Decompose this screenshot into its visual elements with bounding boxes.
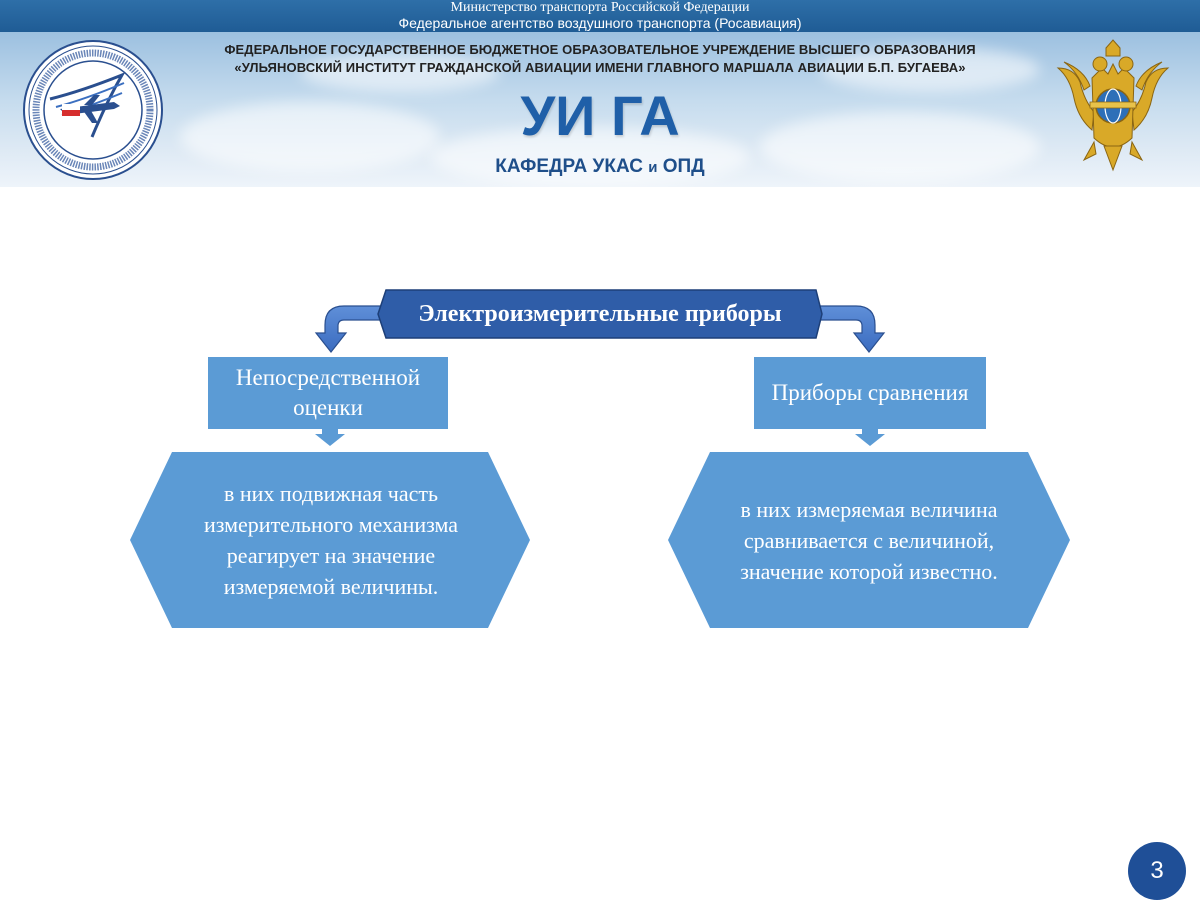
- right-category-label: Приборы сравнения: [771, 380, 969, 405]
- left-category-label: Непосредственной оценки: [235, 365, 421, 420]
- department-name-part: ОПД: [657, 156, 705, 177]
- organization-line-1: ФЕДЕРАЛЬНОЕ ГОСУДАРСТВЕННОЕ БЮДЖЕТНОЕ ОБРАЗОВАТЕЛЬНОЕ УЧРЕЖДЕНИЕ ВЫСШЕГО ОБРАЗОВАНИЯ: [224, 42, 976, 57]
- ministry-line: Министерство транспорта Российской Федерации: [450, 0, 750, 15]
- organization-line-2: «УЛЬЯНОВСКИЙ ИНСТИТУТ ГРАЖДАНСКОЙ АВИАЦИИ ИМЕНИ ГЛАВНОГО МАРШАЛА АВИАЦИИ Б.П. БУГАЕВА»: [234, 60, 966, 75]
- diagram-title: Электроизмерительные приборы: [418, 300, 782, 327]
- left-description: в них подвижная часть измерительного механизма реагирует на значение измеряемой величины.: [203, 481, 459, 599]
- right-description: в них измеряемая величина сравнивается с величиной, значение которой известно.: [740, 496, 998, 584]
- left-down-arrow: [315, 429, 345, 446]
- page-number-badge: 3: [1128, 842, 1186, 900]
- department-name-conjunction: и: [648, 159, 658, 176]
- right-branch-arrow: [816, 306, 884, 352]
- right-down-arrow: [855, 429, 885, 446]
- department-name-part: КАФЕДРА УКАС: [495, 156, 649, 177]
- left-branch-arrow: [316, 306, 384, 352]
- agency-line: Федеральное агентство воздушного транспорта (Росавиация): [398, 15, 802, 31]
- institute-abbreviation: УИ ГА: [520, 84, 680, 147]
